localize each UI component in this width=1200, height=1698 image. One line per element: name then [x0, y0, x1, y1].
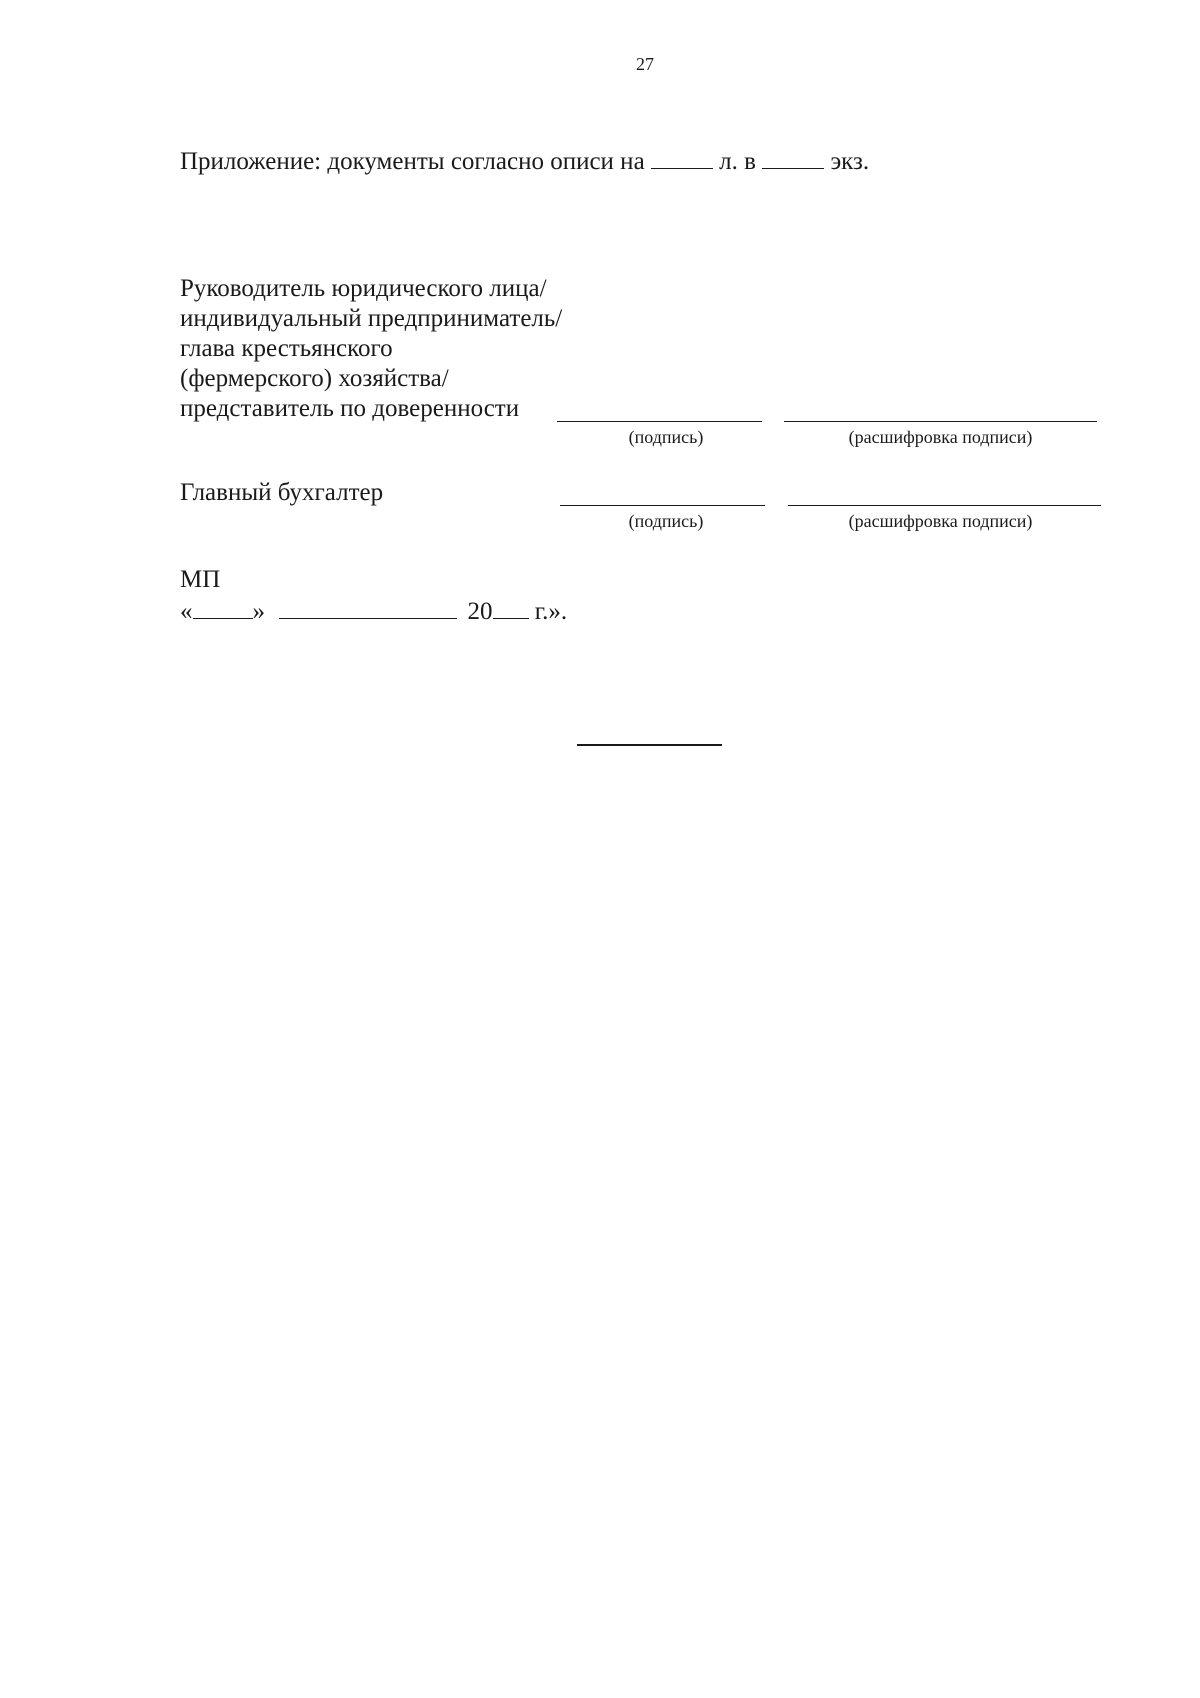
page-number: 27 — [636, 54, 654, 74]
attachment-suffix: экз. — [830, 148, 870, 175]
signatory-decryption-caption: (расшифровка подписи) — [848, 427, 1033, 447]
month-blank — [279, 596, 457, 619]
end-of-document-rule — [577, 744, 722, 746]
signatory-signature-caption: (подпись) — [628, 427, 704, 447]
signatory-line-3: глава крестьянского — [180, 335, 393, 362]
copies-count-blank — [762, 146, 824, 169]
date-line — [180, 596, 567, 627]
date-close-quote: » — [252, 598, 265, 625]
signatory-line-1: Руководитель юридического лица/ — [180, 275, 547, 302]
attachment-line — [180, 146, 869, 177]
sheets-count-blank — [651, 146, 713, 169]
signatory-decryption-line — [784, 421, 1097, 422]
year-suffix: г.». — [534, 598, 568, 625]
year-blank — [493, 596, 529, 619]
attachment-middle: л. в — [719, 148, 756, 175]
signatory-signature-line — [557, 421, 762, 422]
accountant-decryption-caption: (расшифровка подписи) — [848, 511, 1033, 531]
signatory-line-4: (фермерского) хозяйства/ — [180, 365, 449, 392]
signatory-line-5: представитель по доверенности — [180, 395, 520, 422]
signatory-line-2: индивидуальный предприниматель/ — [180, 305, 563, 332]
day-blank — [193, 596, 253, 619]
year-prefix: 20 — [467, 598, 493, 625]
date-open-quote: « — [180, 598, 193, 625]
accountant-label: Главный бухгалтер — [180, 479, 384, 506]
accountant-signature-line — [560, 505, 765, 506]
attachment-prefix: Приложение: документы согласно описи на — [180, 148, 645, 175]
stamp-label: МП — [180, 566, 221, 593]
accountant-signature-caption: (подпись) — [628, 511, 704, 531]
accountant-decryption-line — [788, 505, 1101, 506]
